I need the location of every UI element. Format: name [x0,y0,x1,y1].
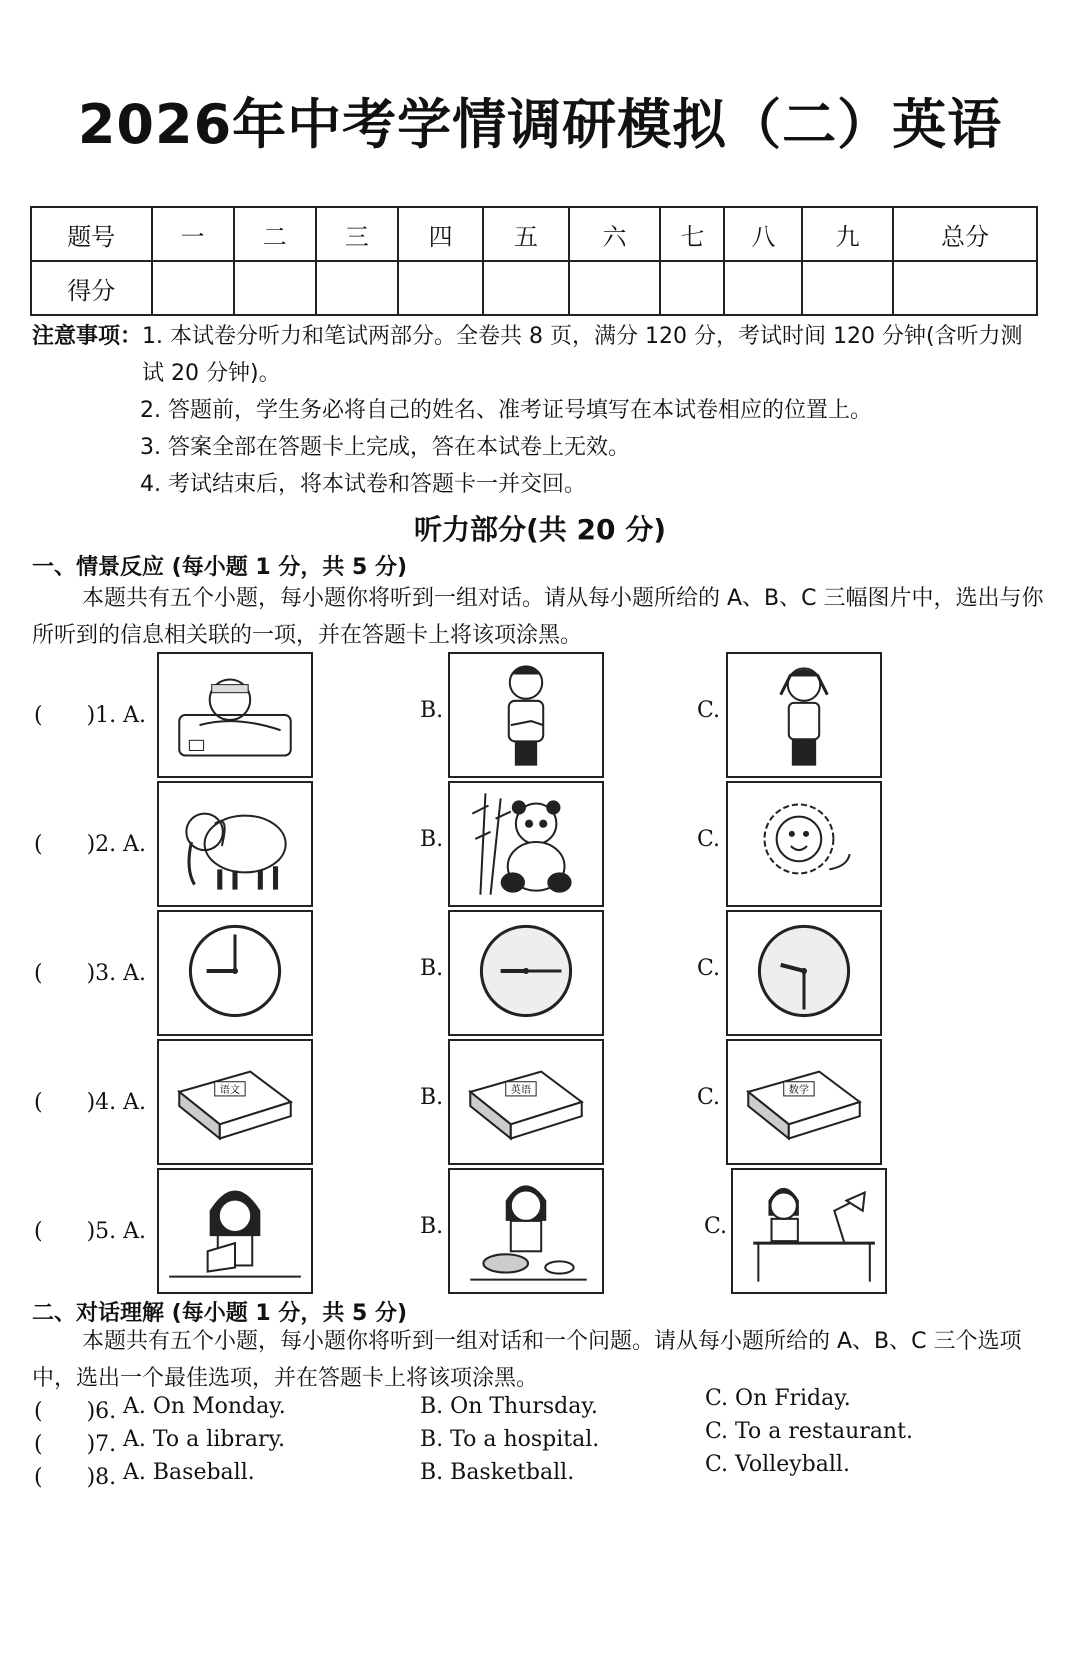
score-blank [398,261,483,315]
score-cell-3: 三 [316,207,398,261]
question-number: ( )4. A. [34,1090,147,1115]
score-cell-5: 五 [483,207,568,261]
option-a[interactable]: A. Baseball. [123,1460,255,1485]
score-table [30,206,1038,316]
option-label: B. [420,698,444,723]
lion-icon[interactable] [726,781,882,907]
score-blank [893,261,1037,315]
part2-title: 二、对话理解 (每小题 1 分，共 5 分) [32,1301,408,1326]
score-table-header-row [31,207,1037,261]
question-number: ( )3. A. [34,961,147,986]
stomachache-icon[interactable] [448,652,604,778]
part2-instructions: 本题共有五个小题，每小题你将听到一组对话和一个问题。请从每小题所给的 A、B、C 三个选项中，选出一个最佳选项，并在答题卡上将该项涂黑。 [32,1329,1022,1391]
option-label: B. [420,1214,444,1239]
question-row [0,1039,1080,1163]
score-cell-8: 八 [724,207,802,261]
score-cell-2: 二 [234,207,316,261]
question-row [0,781,1080,905]
option-label: B. [420,1085,444,1110]
score-cell-label: 题号 [31,207,152,261]
question-number: ( )5. A. [34,1219,147,1244]
score-blank [724,261,802,315]
question-row [0,910,1080,1034]
clock-9-30-icon[interactable] [726,910,882,1036]
option-c[interactable]: C. To a restaurant. [705,1419,913,1444]
exam-title: 2026年中考学情调研模拟（二）英语 [77,93,1003,156]
score-cell-4: 四 [398,207,483,261]
score-blank [483,261,568,315]
listening-section-header: 听力部分(共 20 分) [413,513,667,546]
score-blank [802,261,893,315]
book-label-text: 英语 [510,1084,532,1096]
score-cell-9: 九 [802,207,893,261]
notes-block [32,318,1042,503]
score-cell-total: 总分 [893,207,1037,261]
note-item: 4. 考试结束后，将本试卷和答题卡一并交回。 [140,472,586,497]
option-c[interactable]: C. On Friday. [705,1386,851,1411]
score-blank [152,261,234,315]
question-number: ( )2. A. [34,832,147,857]
note-item: 2. 答题前，学生务必将自己的姓名、准考证号填写在本试卷相应的位置上。 [140,398,872,423]
score-blank [234,261,316,315]
part1-instructions: 本题共有五个小题，每小题你将听到一组对话。请从每小题所给的 A、B、C 三幅图片中，选出与你所听到的信息相关联的一项，并在答题卡上将该项涂黑。 [32,586,1044,648]
score-blank [316,261,398,315]
headache-icon[interactable] [726,652,882,778]
book-chinese-icon[interactable] [157,1039,313,1165]
girl-writing-icon[interactable] [731,1168,887,1294]
option-label: C. [697,698,721,723]
notes-label: 注意事项： [32,324,143,349]
girl-reading-icon[interactable] [157,1168,313,1294]
mc-question-row [0,1452,1080,1494]
option-b[interactable]: B. Basketball. [420,1460,575,1485]
note-item: 3. 答案全部在答题卡上完成，答在本试卷上无效。 [140,435,630,460]
option-c[interactable]: C. Volleyball. [705,1452,850,1477]
score-row-label: 得分 [31,261,152,315]
question-number: ( )1. A. [34,703,147,728]
question-number: ( )8. [34,1465,117,1490]
option-a[interactable]: A. On Monday. [123,1394,286,1419]
option-label: C. [697,827,721,852]
option-label: C. [697,1085,721,1110]
panda-icon[interactable] [448,781,604,907]
score-blank [569,261,661,315]
option-label: B. [420,827,444,852]
book-label-text: 语文 [219,1084,241,1096]
option-label: C. [697,956,721,981]
score-cell-7: 七 [660,207,724,261]
question-row [0,1168,1080,1292]
mc-question-row [0,1419,1080,1461]
clock-9-00-icon[interactable] [157,910,313,1036]
option-label: B. [420,956,444,981]
book-math-icon[interactable] [726,1039,882,1165]
note-item: 1. 本试卷分听力和笔试两部分。全卷共 8 页，满分 120 分，考试时间 120 分钟(含听力测试 20 分钟)。 [142,324,1023,386]
option-a[interactable]: A. To a library. [123,1427,285,1452]
book-label-text: 数学 [788,1084,810,1096]
question-row [0,652,1080,776]
question-number: ( )7. [34,1432,117,1457]
sick-in-bed-icon[interactable] [157,652,313,778]
score-blank [660,261,724,315]
option-label: C. [704,1214,728,1239]
option-b[interactable]: B. To a hospital. [420,1427,600,1452]
question-number: ( )6. [34,1399,117,1424]
score-table-score-row [31,261,1037,315]
part1-title: 一、情景反应 (每小题 1 分，共 5 分) [32,555,408,580]
mc-question-row [0,1386,1080,1428]
score-cell-6: 六 [569,207,661,261]
book-english-icon[interactable] [448,1039,604,1165]
clock-9-15-icon[interactable] [448,910,604,1036]
girl-cooking-icon[interactable] [448,1168,604,1294]
option-b[interactable]: B. On Thursday. [420,1394,598,1419]
score-cell-1: 一 [152,207,234,261]
elephant-icon[interactable] [157,781,313,907]
